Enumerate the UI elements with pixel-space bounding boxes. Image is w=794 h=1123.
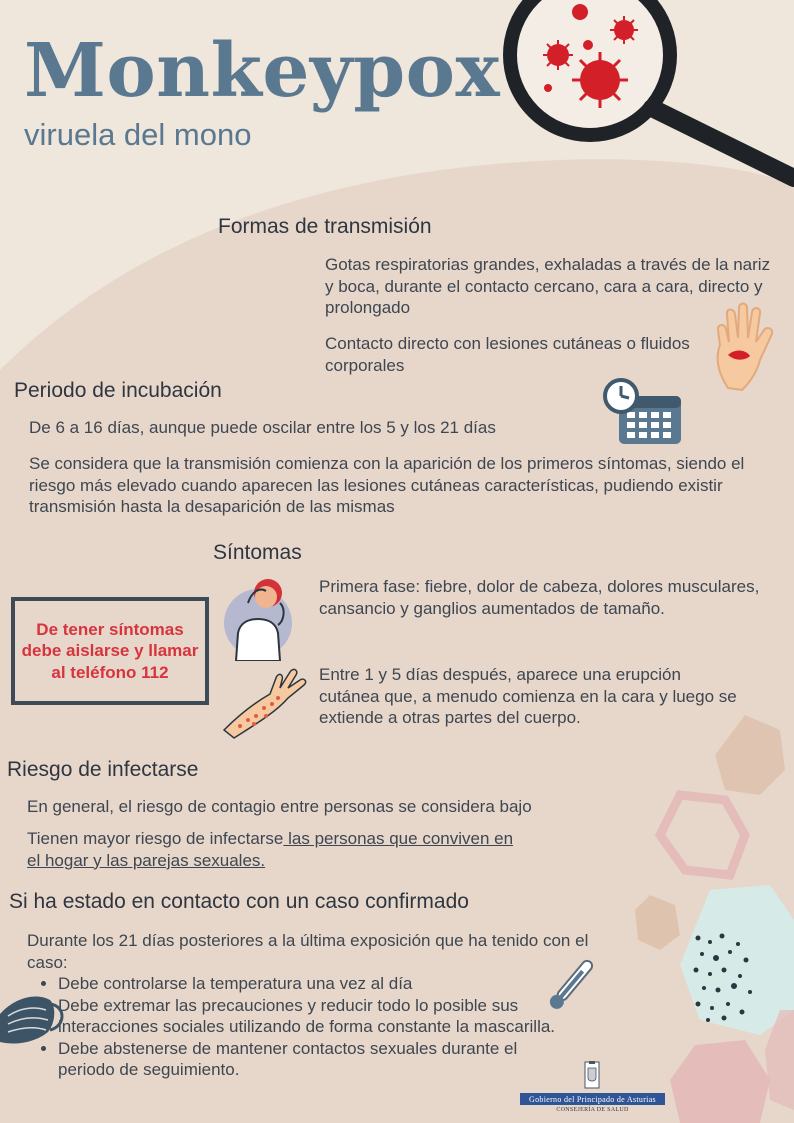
symptoms-paragraph-2: Entre 1 y 5 días después, aparece una erupción cutánea que, a menudo comienza en la cara y luego se extiende a otras partes del cuerpo. (319, 665, 737, 727)
symptoms-paragraph-1: Primera fase: fiebre, dolor de cabeza, dolores musculares, cansancio y ganglios aumentados de tamaño. (319, 577, 760, 618)
risk-paragraph-2-prefix: Tienen mayor riesgo de infectarse (27, 829, 284, 848)
risk-paragraph-2 (27, 828, 527, 871)
hand-lesion-icon (708, 300, 780, 392)
contact-intro: Durante los 21 días posteriores a la última exposición que ha tenido con el caso: (27, 931, 589, 972)
rash-dots-decoration (690, 930, 760, 1025)
incubation-heading: Periodo de incubación (14, 379, 222, 402)
logo-banner (520, 1093, 665, 1105)
calendar-clock-icon (603, 376, 685, 446)
transmission-heading: Formas de transmisión (218, 215, 432, 238)
logo-department-text: CONSEJERÍA DE SALUD (556, 1107, 629, 1113)
contact-heading: Si ha estado en contacto con un caso confirmado (9, 890, 469, 913)
face-mask-icon (0, 992, 66, 1048)
rash-arm-icon (220, 658, 308, 740)
isolation-alert-box: De tener síntomas debe aislarse y llamar al teléfono 112 (11, 597, 209, 705)
coat-of-arms-icon (520, 1060, 665, 1092)
magnifier-virus-icon (500, 0, 794, 190)
risk-heading: Riesgo de infectarse (7, 758, 199, 781)
list-item: • Debe controlarse la temperatura una vez al día (58, 973, 578, 995)
list-item: • Debe extremar las precauciones y reducir todo lo posible sus interacciones sociales utilizando de forma constante la mascarilla. (58, 995, 578, 1038)
risk-paragraph-2-highlight: las personas que conviven en el hogar y las parejas sexuales. (27, 829, 514, 870)
incubation-paragraph-1: De 6 a 16 días, aunque puede oscilar entre los 5 y los 21 días (29, 418, 496, 437)
transmission-paragraph-2: Contacto directo con lesiones cutáneas o fluidos corporales (325, 334, 690, 375)
transmission-paragraph-1: Gotas respiratorias grandes, exhaladas a través de la nariz y boca, durante el contacto cercano, cara a cara, directo y prolongado (325, 255, 771, 317)
thermometer-icon (540, 955, 602, 1015)
contact-precautions-list (22, 973, 578, 1081)
symptoms-heading: Síntomas (213, 541, 302, 564)
footer-logo (520, 1060, 665, 1116)
page-title: Monkeypox (24, 28, 501, 114)
incubation-paragraph-2: Se considera que la transmisión comienza con la aparición de los primeros síntomas, siendo el riesgo más elevado cuando aparecen las lesiones cutáneas características, pudiendo existir transmisión hasta la desaparición de las mismas (29, 454, 745, 516)
risk-paragraph-1: En general, el riesgo de contagio entre personas se considera bajo (27, 797, 532, 816)
page-subtitle: viruela del mono (24, 117, 252, 152)
logo-government-text: Gobierno del Principado de Asturias (529, 1094, 656, 1104)
headache-person-icon (222, 573, 292, 661)
list-item: • Debe abstenerse de mantener contactos sexuales durante el periodo de seguimiento. (58, 1038, 578, 1081)
